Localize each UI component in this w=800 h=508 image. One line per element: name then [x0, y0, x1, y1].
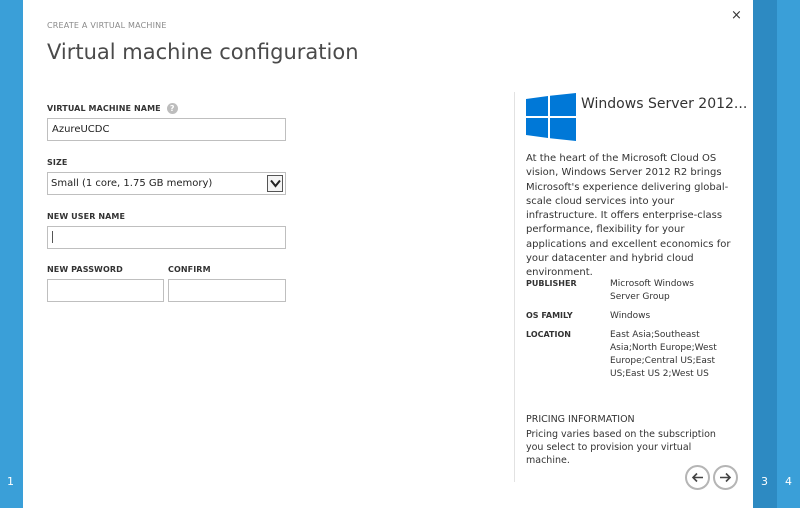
confirm-input[interactable] [168, 279, 286, 302]
wizard-kicker: CREATE A VIRTUAL MACHINE [47, 21, 167, 30]
help-icon[interactable]: ? [167, 103, 178, 114]
location-label: LOCATION [526, 330, 571, 339]
text-cursor [52, 231, 53, 243]
location-value: East Asia;Southeast Asia;North Europe;West Europe;Central US;East US;East US 2;West US [610, 330, 717, 379]
vm-name-label-text: VIRTUAL MACHINE NAME [47, 104, 161, 113]
close-icon[interactable]: × [731, 8, 742, 23]
vm-name-input[interactable]: AzureUCDC [47, 118, 286, 141]
password-input[interactable] [47, 279, 164, 302]
publisher-value: Microsoft Windows Server Group [610, 279, 694, 302]
wizard-step-4-bar[interactable] [777, 0, 800, 508]
size-label: SIZE [47, 158, 68, 167]
publisher-label: PUBLISHER [526, 279, 577, 288]
step-number-4: 4 [785, 475, 792, 488]
back-button[interactable] [685, 465, 710, 490]
arrow-right-icon [719, 471, 732, 484]
windows-logo-icon [526, 93, 576, 141]
password-label: NEW PASSWORD [47, 265, 123, 274]
product-description: At the heart of the Microsoft Cloud OS vision, Windows Server 2012 R2 brings Microsoft's experience delivering global-scale cloud services into your infrastructure. It offers enterprise-class performance, flexibility for your applications and excellent economics for your datacenter and hybrid cloud environment. [526, 153, 731, 279]
wizard-step-1-bar[interactable] [0, 0, 23, 508]
user-name-label: NEW USER NAME [47, 212, 126, 221]
step-number-1: 1 [7, 475, 14, 488]
size-select[interactable] [47, 172, 286, 195]
step-number-3: 3 [761, 475, 768, 488]
size-select-value: Small (1 core, 1.75 GB memory) [51, 178, 213, 189]
os-family-value: Windows [610, 311, 651, 321]
product-name: Windows Server 2012... [581, 96, 748, 112]
chevron-down-icon[interactable] [267, 175, 283, 192]
os-family-label: OS FAMILY [526, 311, 573, 320]
panel-divider [514, 92, 515, 482]
next-button[interactable] [713, 465, 738, 490]
confirm-label: CONFIRM [168, 265, 211, 274]
page-title: Virtual machine configuration [47, 40, 359, 64]
vm-name-label [47, 103, 178, 114]
pricing-text: Pricing varies based on the subscription you select to provision your virtual machine. [526, 429, 716, 466]
user-name-input[interactable] [47, 226, 286, 249]
wizard-step-3-bar[interactable] [753, 0, 777, 508]
pricing-title: PRICING INFORMATION [526, 414, 635, 425]
arrow-left-icon [691, 471, 704, 484]
